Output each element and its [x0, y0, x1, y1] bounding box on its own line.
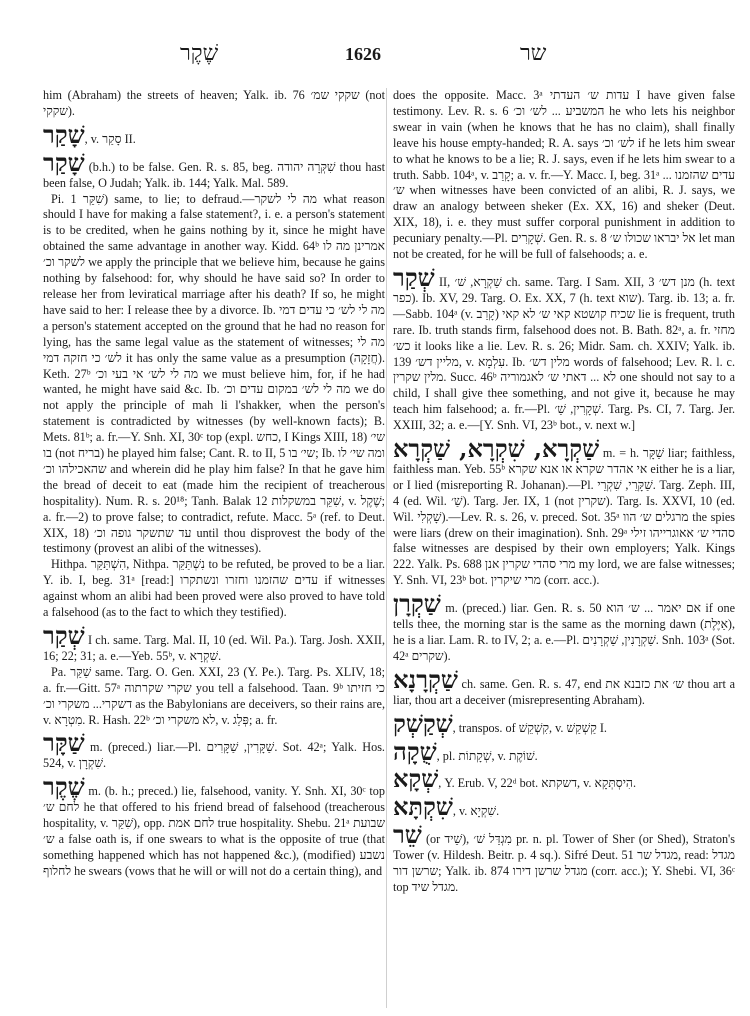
entry-headword: שַׁקְרָא, שִׁקְרָא, שַׁקְרָא: [393, 434, 600, 464]
entry-paragraph: [43, 557, 385, 621]
entry-text: II, שַׁקְרָא, שׁ׳ ch. same. Targ. I Sam. XII, 3 מנן דש׳ (h. text כפר). Ib. XV, 29. Targ. O. Ex. XX, 7 (h. text שוא). Targ. ib. 13; a. fr.—Sabb. 104ᵃ (v. קָרַב) שכיח קושטא קאי ש׳ לא קאי lie is frequent, truth rare. Ib. truth stands firm, falsehood does not. B. Bath. 82ᵃ, a. fr. מחזי כש׳ it looks like a lie. Lev. R. s. 26; Midr. Sam. ch. XXIV; Yalk. ib. 139 מליין דש׳, v. עִלְמָא. Ib. מלין דש׳ words of falsehood; Lev. R. l. c. מלין שקרין. Succ. 46ᵇ לא ... דאתי ש׳ לאגמוריה one should not say to a child, I shall give thee something, and not give it, because he may teach him falsehood; a. fr.—Pl. שְׁקָרִין, שַׁ׳. Targ. Ps. CI, 7. Targ. Jer. XXIII, 32; a. e.—[Y. Snh. VI, 23ᵇ bot., v. next w.]: [393, 274, 736, 433]
left-column: [43, 88, 385, 880]
right-column: [393, 88, 735, 896]
dictionary-entry: [43, 621, 385, 665]
entry-headword: שַׁקְרָן: [393, 589, 441, 619]
entry-paragraph: [43, 665, 385, 729]
dictionary-entry: [393, 736, 735, 766]
dictionary-entry: [393, 262, 736, 434]
entry-paragraph: [43, 192, 385, 558]
entry-text: m. (b. h.; preced.) lie, falsehood, vanity. Y. Snh. XI, 30ᶜ top לחם ש׳ he that offered to his friend bread of falsehood (treacherous hospitality, v. שִׁקֵּר), opp. לחם אמת true hospitality. Shebu. 21ᵃ שבועת ש׳ a false oath is, if one swears to what is the opposite of true (that something happened which has not happened &c.), (modified) נשבע לחלוף he swears (vows that he will or will not do a certain thing), and: [43, 784, 386, 878]
entry-paragraph: [393, 88, 735, 263]
dictionary-entry: [393, 764, 735, 794]
page-number: 1626: [345, 44, 381, 64]
entry-text: (or שֵׁיד), מִגְדַּל שׁ׳ pr. n. pl. Tower of Sher (or Shed), Straton's Tower (v. Hildesh. Beitr. p. 4 sq.). Sifré Deut. 51 מגדל שר, read: מגדל שרשן דור; Yalk. ib. 874 מגדל שרשן דירו (corr. acc.); Y. Shebi. VI, 36ᶜ top מגדל שיד.: [393, 832, 735, 894]
entry-headword: שְׁקַר: [43, 621, 85, 650]
entry-headword: שִׁקְתָּא: [393, 792, 453, 822]
entry-text: , Y. Erub. V, 22ᵈ bot. דשקתא, v. הִיסְתְּקָא.: [438, 776, 636, 791]
entry-text: Pi. שִׁקֵּר 1) same, to lie; to defraud.—מה לי לשקר what reason should I have for making a false statement?, i. e. a person's statement is to be credited, when he gains nothing by it, since he might have obtained the same advantage in another way. Kidd. 64ᵇ אמרינן מה לו לשקר וכ׳ we apply the principle that we believe him, because he gains nothing by falsehood: for, why should he have said so? In order to release her from leviratical marriage after his death? If so, he might have said to her: I release thee by a divorce. Ib. מה לי לש׳ כי עדים דמי a person's statement accepted on the ground that he had no reason for lying, has the same legal value as the statement of witnesses; מה לי לש׳ כי חזקה דמי it has only the same value as a presumption (חֲזָקָה). Keth. 27ᵇ מה לי לש׳ אי בעי וכ׳ we must believe him, for, if he had wanted, he might have said &c. Ib. מה לי לש׳ במקום עדים וכ׳ we do not apply the principle of mah li l'shakker, when the person's statement is contradicted by witnesses (by well-known facts); B. Mets. 81ᵇ; a. fr.—Y. Snh. XI, 30ᶜ top (expl. כחש, I Kings XIII, 18) שי׳ בו (not בריח) he played him false; Cant. R. to II, 5 שי׳ בו; Ib. ומה שי׳ לו שהאכילהו וכ׳ and wherein did he play him false? In that he gave him the bread of deceit to eat (made him the recipient of treacherous hospitality). Num. R. s. 20¹⁸; Tanh. Balak 12 שִׁקֵּר במשקלות, v. שֶׁקֶל; a. fr.—2) to prove false; to contradict, refute. Macc. 5ᵃ (ref. to Deut. XIX, 18) עד שתשקר גופה וכ׳ until thou disprovest the body of the testimony (provest an alibi of the witnesses).: [43, 191, 386, 556]
entry-paragraph: [43, 88, 385, 120]
column-divider: [386, 88, 387, 1008]
page-header: [0, 40, 750, 70]
header-left-word: שֶׁקֶר: [180, 41, 219, 66]
entry-text: him (Abraham) the streets of heaven; Yalk. ib. 76 שקקי שמ׳ (not שקקי).: [43, 88, 385, 118]
entry-text: does the opposite. Macc. 3ᵃ עדות ש׳ העדתי I have given false testimony. Lev. R. s. 6 המשביע ... לש׳ וכ׳ he who lets his neighbor swear in vain (when he knows that he has no claim), shall finally leave his house empty-handed; R. A. says לש׳ וכ׳ if he lets him swear to what he knows to be a lie; R. J. says, even if he lets him swear to a truth. Sabb. 104ᵃ, v. קָרַב; a. v. fr.—Y. Macc. I, beg. 31ᵃ עדים שהזמנו ... ש׳ when witnesses have been convicted of an alibi, R. J. says, we draw an analogy between sheker (Ex. XX, 16) and sheker (Deut. XIX, 18), i. e. they must suffer corporal punishment in addition to pecuniary penalty.—Pl. שְׁקָרִים. Gen. R. s. 8 אל יבראו שכולו ש׳ let man not be created, for he will be full of falsehoods; a. e.: [393, 88, 736, 262]
dictionary-entry: [393, 664, 735, 709]
dictionary-entry: [43, 772, 386, 879]
dictionary-entry: [43, 147, 385, 192]
dictionary-entry: [393, 708, 735, 738]
dictionary-entry: [43, 728, 385, 772]
entry-text: (b.h.) to be false. Gen. R. s. 85, beg. שִׁקְּרָה יהודה thou hast been false, O Judah; Yalk. ib. 144; Yalk. Mal. 589.: [43, 159, 385, 190]
dictionary-entry: [393, 434, 736, 589]
dictionary-entry: [393, 792, 735, 822]
entry-text: m. = h. שַׁקָּר liar; faithless, faithless man. Yeb. 55ᵇ אי אהדר שקרא או אנא שקרא either he is a liar, or I lied (misreporting R. Johanan).—Pl. שַׁקָּרֵי, שִׁקְרֵי. Targ. Zeph. III, 4 (ed. Wil. שַׁ׳). Targ. Jer. IX, 1 (not שקרין). Targ. Is. XXVI, 10 (ed. Wil. שָׁקְלִי).—Lev. R. s. 26, v. preced. Sot. 35ᵃ מרגלים ש׳ הוו the spies were liars (drew on their imagination). Snh. 29ᵃ סהדי ש׳ אאוגרייהו זילי false witnesses are despised by their own employers; Yalk. Kings 222. Yalk. Ps. 688 מרי סהדי שקרין אנן my lord, we are false witnesses; Y. Snh. VI, 23ᵇ bot. מרי שיקרין (corr. acc.).: [393, 446, 736, 588]
entry-headword: שְׁקַשְׁק: [393, 708, 453, 738]
entry-text: Hithpa. הִשְׁתַּקֵּר, Nithpa. נִשְׁתַּקֵּר to be refuted, be proved to be a liar. Y. ib. I, beg. 31ᵃ [read:] עדים שהזמנו וחזרו ונשתקרו if witnesses against whom an alibi had been proved were also proved to have told a falsehood (as to the fact to which they testified).: [43, 557, 386, 620]
entry-headword: שְׁקָא: [393, 764, 439, 794]
entry-headword: שֵׁר: [393, 820, 422, 850]
entry-headword: שֶׁקֶר: [43, 772, 85, 802]
entry-headword: שְׁקַר: [393, 262, 435, 292]
entry-text: I ch. same. Targ. Mal. II, 10 (ed. Wil. Pa.). Targ. Josh. XXII, 16; 22; 31; a. e.—Yeb. 55ᵇ, v. שִׁקְרָא.: [43, 633, 385, 663]
entry-text: Pa. שַׁקַּר same. Targ. O. Gen. XXI, 23 (Y. Pe.). Targ. Ps. XLIV, 18; a. fr.—Gitt. 57ᵃ שקרי שקרתוה you tell a falsehood. Taan. 9ᵇ כי חזיתו דשקרי... משקרי וכ׳ as the Babylonians are deceivers, so their rains are, v. מִטְרָא. R. Hash. 22ᵇ לא משקרי וכ׳, v. פְּלַג; a. fr.: [43, 664, 385, 727]
entry-headword: שַׁקָּר: [43, 728, 85, 758]
header-right-word: שר: [520, 41, 547, 66]
entry-text: , v. שִׁקְיָא.: [452, 804, 500, 819]
entry-text: m. (preced.) liar.—Pl. שַׁקָּרִין, שַׁקָּרִים. Sot. 42ᵃ; Yalk. Hos. 524, v. שִׁקְרָן.: [43, 740, 385, 771]
entry-text: m. (preced.) liar. Gen. R. s. 50 אם יאמר ... ש׳ הוא if one tells thee, the morning star is the same as the morning dawn (אַיֶּלֶת), he is a liar. Lam. R. to IV, 2; a. e.—Pl. שַׁקְרָנִין, שַׁקְרָנִים. Snh. 103ᵃ (Sot. 42ᵃ שקרים).: [393, 601, 735, 663]
entry-headword: שָׁקַר: [43, 147, 85, 177]
entry-headword: שָׁקַר: [43, 119, 85, 149]
entry-headword: שֻׁקָה: [393, 736, 437, 766]
entry-text: , pl. שְׁקָתוֹת, v. שׁוֹקֶת.: [436, 748, 538, 763]
entry-headword: שַׁקְרָנָא: [393, 664, 458, 694]
dictionary-entry: [393, 589, 735, 665]
entry-text: , v. סָקַר II.: [84, 131, 136, 146]
entry-text: ch. same. Gen. R. s. 47, end ש׳ את כזבנא את thou art a liar, thou art a deceiver (misrepresenting Abraham).: [393, 676, 735, 707]
entry-text: , transpos. of קִשְׁקֵשׁ, v. קַשְׁקַשׁ I.: [452, 720, 607, 735]
dictionary-entry: [393, 820, 735, 896]
dictionary-entry: [43, 119, 385, 149]
